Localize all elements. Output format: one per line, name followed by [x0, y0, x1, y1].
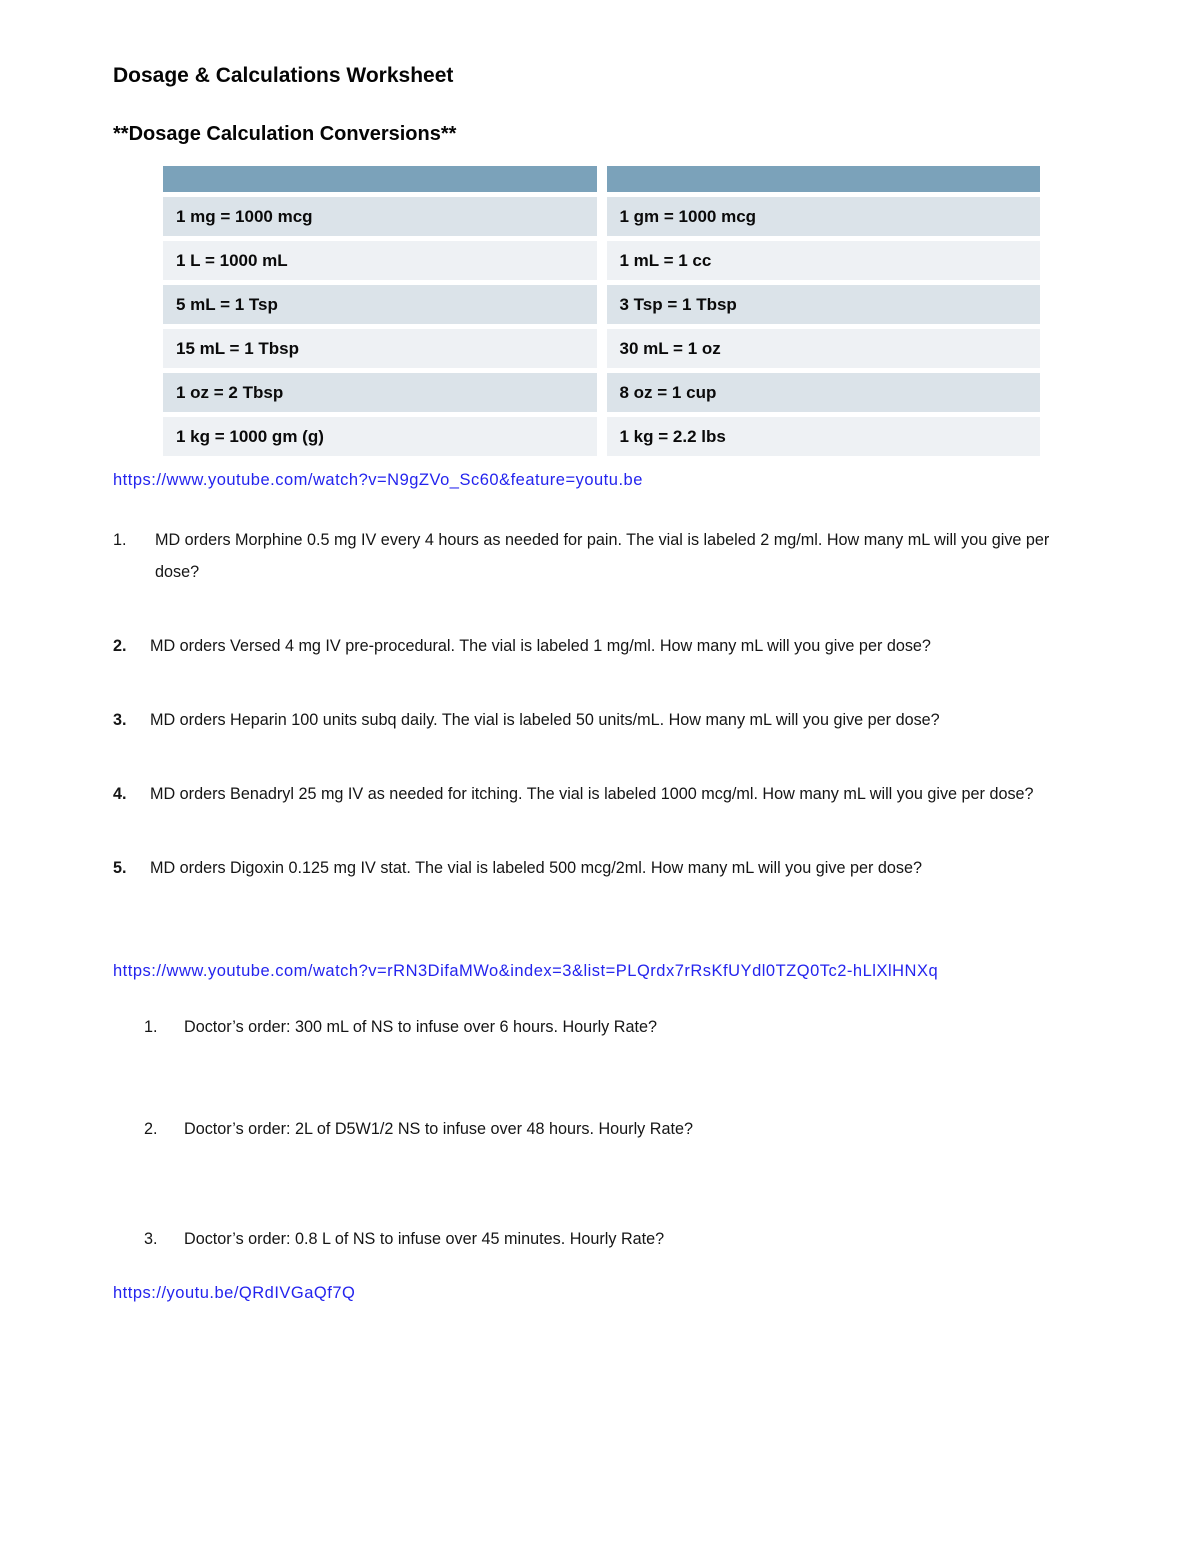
table-cell: 15 mL = 1 Tbsp: [163, 329, 597, 368]
question-text: MD orders Morphine 0.5 mg IV every 4 hours as needed for pain. The vial is labeled 2 mg/ml. How many mL will you give per dose?: [155, 531, 1050, 581]
question-item: [144, 1226, 1087, 1252]
question-text: Doctor’s order: 300 mL of NS to infuse over 6 hours. Hourly Rate?: [184, 1018, 657, 1036]
question-item: [113, 630, 1087, 662]
question-text: Doctor’s order: 0.8 L of NS to infuse over 45 minutes. Hourly Rate?: [184, 1230, 665, 1248]
table-cell: 1 oz = 2 Tbsp: [163, 373, 597, 412]
question-item: [113, 704, 1087, 736]
question-number: 1.: [144, 1018, 158, 1036]
table-header-cell-left: [163, 166, 597, 192]
section-subtitle: **Dosage Calculation Conversions**: [113, 123, 457, 145]
question-number: 4.: [113, 785, 127, 803]
question-number: 3.: [113, 711, 127, 729]
table-cell: 1 mg = 1000 mcg: [163, 197, 597, 236]
video-link-2[interactable]: https://www.youtube.com/watch?v=rRN3DifaMWo&index=3&list=PLQrdx7rRsKfUYdl0TZQ0Tc2-hLlXlHNXq: [113, 962, 939, 980]
question-number: 5.: [113, 859, 127, 877]
question-number: 1.: [113, 531, 127, 549]
table-cell: 1 L = 1000 mL: [163, 241, 597, 280]
question-number: 3.: [144, 1230, 158, 1248]
table-cell: 30 mL = 1 oz: [607, 329, 1041, 368]
table-cell: 1 gm = 1000 mcg: [607, 197, 1041, 236]
question-number: 2.: [144, 1120, 158, 1138]
question-item: [113, 852, 1087, 884]
table-cell: 1 kg = 1000 gm (g): [163, 417, 597, 456]
question-text: MD orders Digoxin 0.125 mg IV stat. The vial is labeled 500 mcg/2ml. How many mL will you give per dose?: [150, 859, 922, 877]
rate-question-list: [144, 1014, 1087, 1252]
table-cell: 1 mL = 1 cc: [607, 241, 1041, 280]
question-text: MD orders Heparin 100 units subq daily. The vial is labeled 50 units/mL. How many mL will you give per dose?: [150, 711, 940, 729]
table-cell: 5 mL = 1 Tsp: [163, 285, 597, 324]
table-header-cell-right: [607, 166, 1041, 192]
conversion-table: [163, 166, 1040, 456]
table-cell: 1 kg = 2.2 lbs: [607, 417, 1041, 456]
table-cell: 3 Tsp = 1 Tbsp: [607, 285, 1041, 324]
question-number: 2.: [113, 637, 127, 655]
question-item: [113, 524, 1087, 588]
dosage-question-list: [113, 524, 1087, 884]
video-link-1[interactable]: https://www.youtube.com/watch?v=N9gZVo_Sc60&feature=youtu.be: [113, 471, 643, 489]
question-item: [144, 1116, 1087, 1142]
page-title: Dosage & Calculations Worksheet: [113, 64, 454, 87]
question-text: MD orders Versed 4 mg IV pre-procedural. The vial is labeled 1 mg/ml. How many mL will you give per dose?: [150, 637, 931, 655]
question-text: MD orders Benadryl 25 mg IV as needed for itching. The vial is labeled 1000 mcg/ml. How many mL will you give per dose?: [150, 785, 1034, 803]
question-text: Doctor’s order: 2L of D5W1/2 NS to infuse over 48 hours. Hourly Rate?: [184, 1120, 693, 1138]
question-item: [144, 1014, 1087, 1040]
video-link-3[interactable]: https://youtu.be/QRdIVGaQf7Q: [113, 1284, 356, 1302]
table-cell: 8 oz = 1 cup: [607, 373, 1041, 412]
question-item: [113, 778, 1087, 810]
